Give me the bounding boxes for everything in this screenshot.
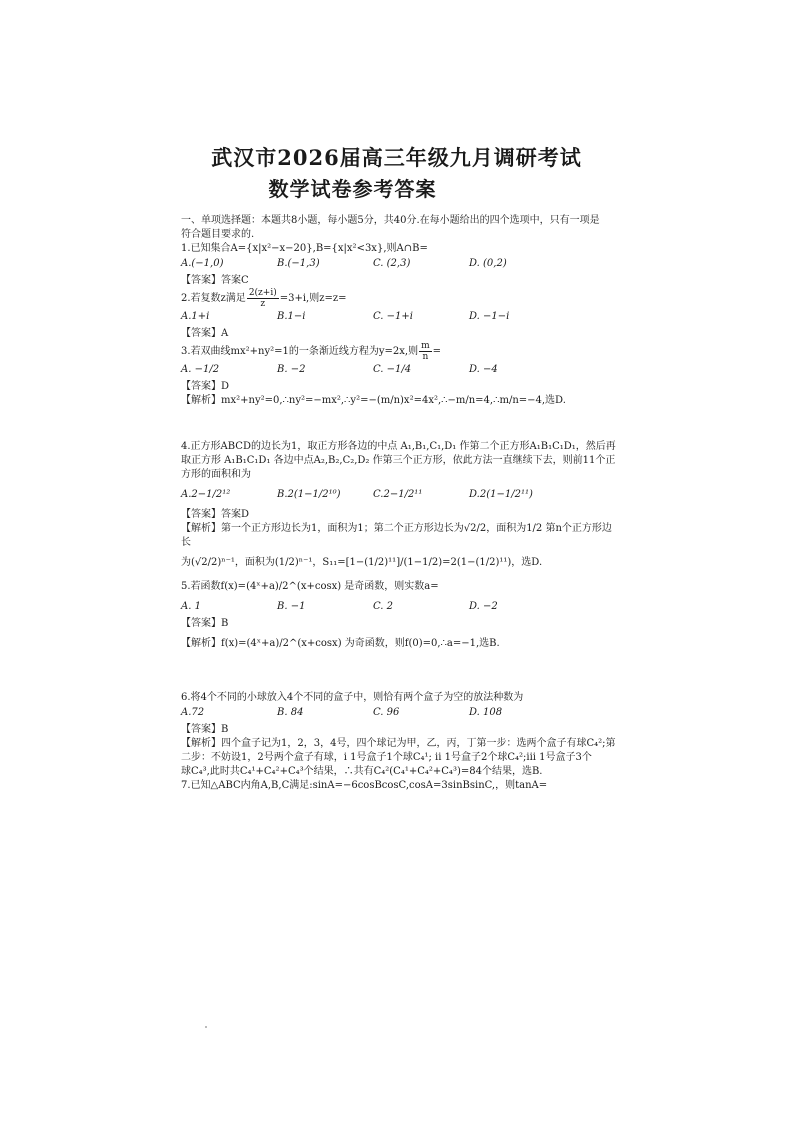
option-b: B. 84 (277, 707, 304, 718)
question-2-answer: 【答案】A (181, 328, 229, 339)
page-title: 武汉市2026届高三年级九月调研考试 (211, 145, 582, 170)
question-2-fraction (247, 288, 279, 309)
question-3-stem-a: 3.若双曲线mx²+ny²=1的一条渐近线方程为y=2x,则 (181, 346, 419, 357)
question-6-options (181, 706, 621, 720)
question-4-explanation-line-2: 为(√2/2)ⁿ⁻¹，面积为(1/2)ⁿ⁻¹，S₁₁=[1−(1/2)¹¹]/(1−1/2)=2(1−(1/2)¹¹)，选D. (181, 557, 543, 568)
question-6-stem: 6.将4个不同的小球放入4个不同的盒子中，则恰有两个盒子为空的放法种数为 (181, 692, 524, 703)
option-c: C. 96 (373, 707, 400, 718)
question-2-options (181, 310, 621, 324)
option-b: B. −2 (277, 364, 306, 375)
spacer (181, 408, 621, 440)
spacer (181, 651, 621, 691)
option-d: D. −2 (469, 601, 498, 612)
fraction-denominator: n (422, 352, 429, 362)
question-4-answer: 【答案】答案D (181, 509, 250, 520)
question-1-stem: 1.已知集合A={x|x²−x−20},B={x|x²<3x},则A∩B= (181, 243, 428, 254)
question-4-options (181, 488, 621, 502)
option-d: D. (0,2) (469, 258, 507, 269)
question-2-stem-a: 2.若复数z满足 (181, 293, 246, 304)
option-a: A. −1/2 (181, 364, 220, 375)
question-6-explanation-line-1: 【解析】四个盒子记为1，2，3，4号，四个球记为甲，乙，丙，丁第一步：选两个盒子有球C₄²;第 (181, 738, 616, 749)
fraction-denominator: z (260, 299, 266, 309)
option-c: C. −1+i (373, 311, 413, 322)
section-intro: 一、单项选择题：本题共8小题，每小题5分，共40分.在每小题给出的四个选项中，只有一项是 (181, 215, 600, 226)
fraction-numerator: 2(z+i) (248, 288, 277, 298)
option-a: A.72 (181, 707, 205, 718)
question-5-explanation: 【解析】f(x)=(4ˣ+a)/2^(x+cosx) 为奇函数，则f(0)=0,∴a=−1,选B. (181, 638, 500, 649)
question-2-stem (181, 288, 621, 309)
question-1-answer: 【答案】答案C (181, 275, 249, 286)
option-d: D.2(1−1/2¹¹) (469, 489, 533, 500)
scan-speck (205, 1026, 207, 1028)
fraction-numerator: m (421, 341, 430, 351)
option-c: C.2−1/2¹¹ (373, 489, 423, 500)
question-3-fraction (419, 341, 432, 362)
option-a: A. 1 (181, 601, 201, 612)
option-b: B.(−1,3) (277, 258, 320, 269)
question-3-options (181, 363, 621, 377)
option-c: C. (2,3) (373, 258, 411, 269)
option-c: C. 2 (373, 601, 394, 612)
option-c: C. −1/4 (373, 364, 412, 375)
option-d: D. 108 (469, 707, 503, 718)
answer-content (181, 214, 621, 793)
option-a: A.1+i (181, 311, 210, 322)
section-intro-cont: 符合题目要求的. (181, 229, 255, 240)
question-2-stem-b: =3+i,则z=z= (279, 293, 347, 304)
question-5-answer: 【答案】B (181, 618, 229, 629)
question-3-stem (181, 341, 621, 362)
question-3-answer: 【答案】D (181, 381, 230, 392)
option-b: B.1−i (277, 311, 306, 322)
question-4-stem-line-1: 4.正方形ABCD的边长为1，取正方形各边的中点 A₁,B₁,C₁,D₁ 作第二个正方形A₁B₁C₁D₁，然后再 (181, 441, 616, 452)
option-d: D. −4 (469, 364, 498, 375)
option-b: B.2(1−1/2¹⁰) (277, 489, 341, 500)
option-a: A.2−1/2¹² (181, 489, 231, 500)
question-4-explanation-line-1: 【解析】第一个正方形边长为1，面积为1；第二个正方形边长为√2/2，面积为1/2 第n个正方形边长 (181, 523, 612, 548)
question-6-explanation-line-3: 球C₄³,此时共C₄¹+C₄²+C₄³个结果，∴共有C₄²(C₄¹+C₄²+C₄³)=84个结果，选B. (181, 766, 543, 777)
question-5-stem: 5.若函数f(x)=(4ˣ+a)/2^(x+cosx) 是奇函数，则实数a= (181, 581, 439, 592)
question-3-stem-b: = (432, 346, 442, 357)
question-7-stem: 7.已知△ABC内角A,B,C满足:sinA=−6cosBcosC,cosA=3sinBsinC,，则tanA= (181, 780, 548, 791)
question-5-options (181, 600, 621, 614)
question-4-stem-line-3: 方形的面积和为 (181, 469, 251, 480)
question-3-explanation: 【解析】mx²+ny²=0,∴ny²=−mx²,∴y²=−(m/n)x²=4x²,∴−m/n=4,∴m/n=−4,选D. (181, 395, 566, 406)
question-6-answer: 【答案】B (181, 724, 229, 735)
question-1-options (181, 257, 621, 271)
option-d: D. −1−i (469, 311, 510, 322)
question-4-stem-line-2: 取正方形 A₁B₁C₁D₁ 各边中点A₂,B₂,C₂,D₂ 作第三个正方形，依此方法一直继续下去，则前11个正 (181, 455, 616, 466)
option-b: B. −1 (277, 601, 306, 612)
option-a: A.(−1,0) (181, 258, 224, 269)
question-6-explanation-line-2: 二步：不妨设1，2号两个盒子有球，i 1号盒子1个球C₄¹; ii 1号盒子2个球C₄²;iii 1号盒子3个 (181, 752, 592, 763)
page-subtitle: 数学试卷参考答案 (268, 177, 437, 201)
